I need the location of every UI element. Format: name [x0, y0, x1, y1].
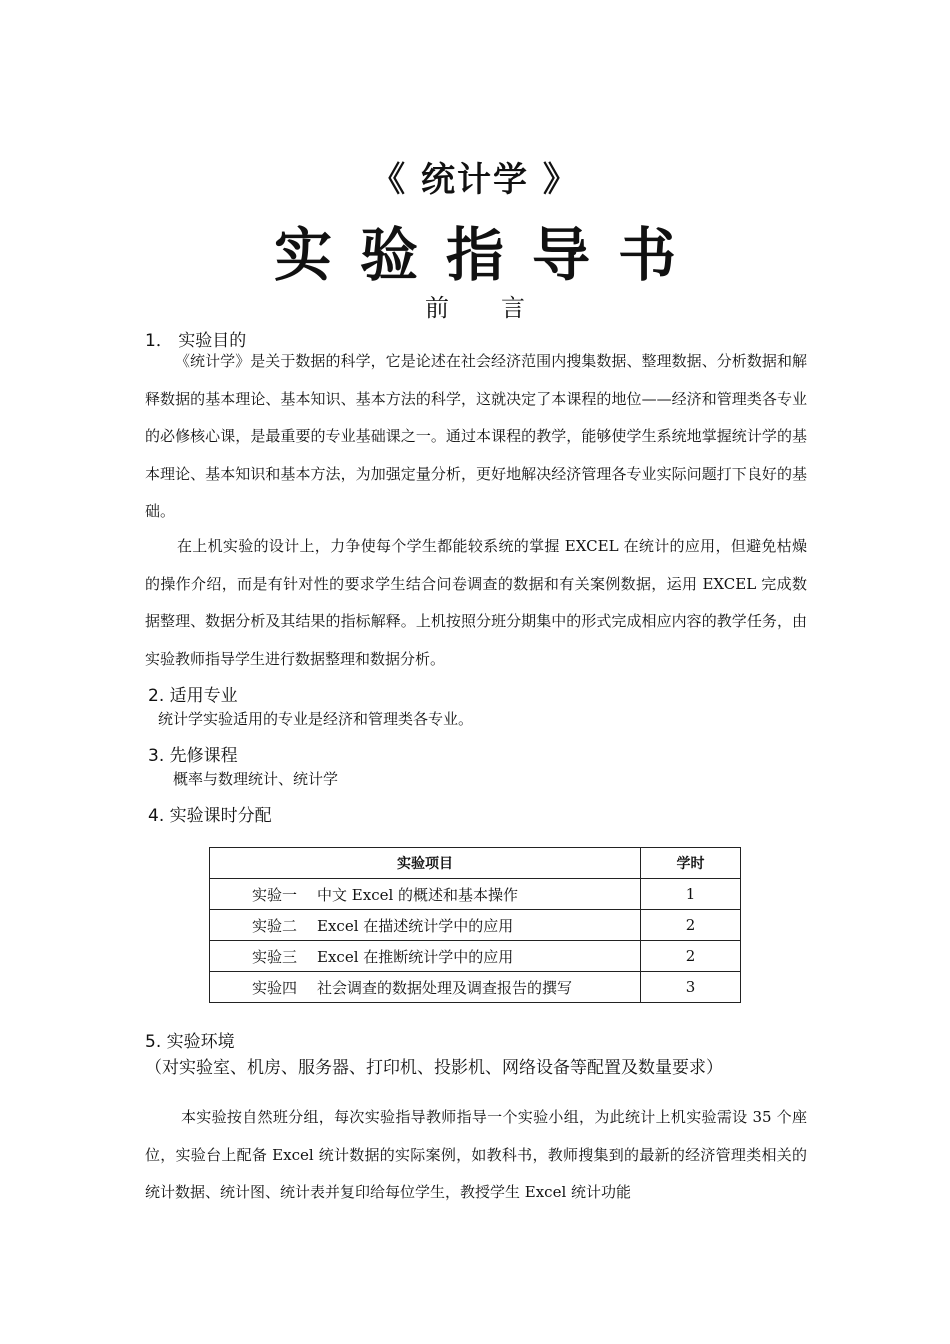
experiment-number: 实验二: [252, 916, 298, 935]
section-5-title: 5. 实验环境: [145, 1032, 235, 1052]
experiment-name: 社会调查的数据处理及调查报告的撰写: [317, 978, 573, 997]
experiment-number: 实验三: [252, 947, 298, 966]
section-1-paragraph-1: 《统计学》是关于数据的科学，它是论述在社会经济范围内搜集数据、整理数据、分析数据和解释数据的基本理论、基本知识、基本方法的科学，这就决定了本课程的地位——经济和管理类各专业的必修核心课，是最重要的专业基础课之一。通过本课程的教学，能够使学生系统地掌握统计学的基本理论、基本知识和基本方法，为加强定量分析，更好地解决经济管理各专业实际问题打下良好的基础。: [145, 352, 807, 521]
table-cell-project: [210, 972, 641, 1003]
table-cell-hours: 1: [641, 879, 741, 910]
section-5-paragraph: 本实验按自然班分组，每次实验指导教师指导一个实验小组，为此统计上机实验需设 35 个座位，实验台上配备 Excel 统计数据的实际案例，如教科书，教师搜集到的最新的经济管理类相关的统计数据、统计图、统计表并复印给每位学生，教授学生 Excel 统计功能: [145, 1108, 807, 1202]
experiment-number: 实验四: [252, 978, 298, 997]
table-header-project: 实验项目: [210, 848, 641, 879]
section-2-text: 统计学实验适用的专业是经济和管理类各专业。: [158, 710, 474, 728]
table-row: [210, 941, 741, 972]
hours-allocation-table: [209, 847, 741, 1003]
table-cell-hours: 2: [641, 910, 741, 941]
document-title-line1: 《 统计学 》: [371, 160, 579, 200]
table-cell-project: [210, 879, 641, 910]
section-1-heading: 1． 实验目的: [145, 331, 247, 351]
table-cell-hours: 2: [641, 941, 741, 972]
table-cell-project: [210, 910, 641, 941]
document-title-line2: 实验指导书: [273, 221, 704, 289]
section-4-heading: 4. 实验课时分配: [148, 806, 272, 826]
table-cell-hours: 3: [641, 972, 741, 1003]
experiment-name: 中文 Excel 的概述和基本操作: [317, 885, 519, 904]
section-5-heading: [145, 1029, 809, 1081]
experiment-number: 实验一: [252, 885, 298, 904]
table-header-row: [210, 848, 741, 879]
experiment-name: Excel 在描述统计学中的应用: [317, 916, 514, 935]
preface-heading: 前言: [425, 294, 577, 322]
section-3-text: 概率与数理统计、统计学: [173, 770, 339, 788]
table-row: [210, 910, 741, 941]
section-1-paragraph-2: 在上机实验的设计上，力争使每个学生都能较系统的掌握 EXCEL 在统计的应用，但避免枯燥的操作介绍，而是有针对性的要求学生结合问卷调查的数据和有关案例数据，运用 EXCEL 完成数据整理、数据分析及其结果的指标解释。上机按照分班分期集中的形式完成相应内容的教学任务，由实验教师指导学生进行数据整理和数据分析。: [145, 537, 807, 668]
table-header-hours: 学时: [641, 848, 741, 879]
table-row: [210, 879, 741, 910]
section-2-heading: 2. 适用专业: [148, 686, 238, 706]
section-5-heading-note: （对实验室、机房、服务器、打印机、投影机、网络设备等配置及数量要求）: [145, 1058, 723, 1078]
table-row: [210, 972, 741, 1003]
table-cell-project: [210, 941, 641, 972]
experiment-name: Excel 在推断统计学中的应用: [317, 947, 514, 966]
section-3-heading: 3. 先修课程: [148, 746, 238, 766]
